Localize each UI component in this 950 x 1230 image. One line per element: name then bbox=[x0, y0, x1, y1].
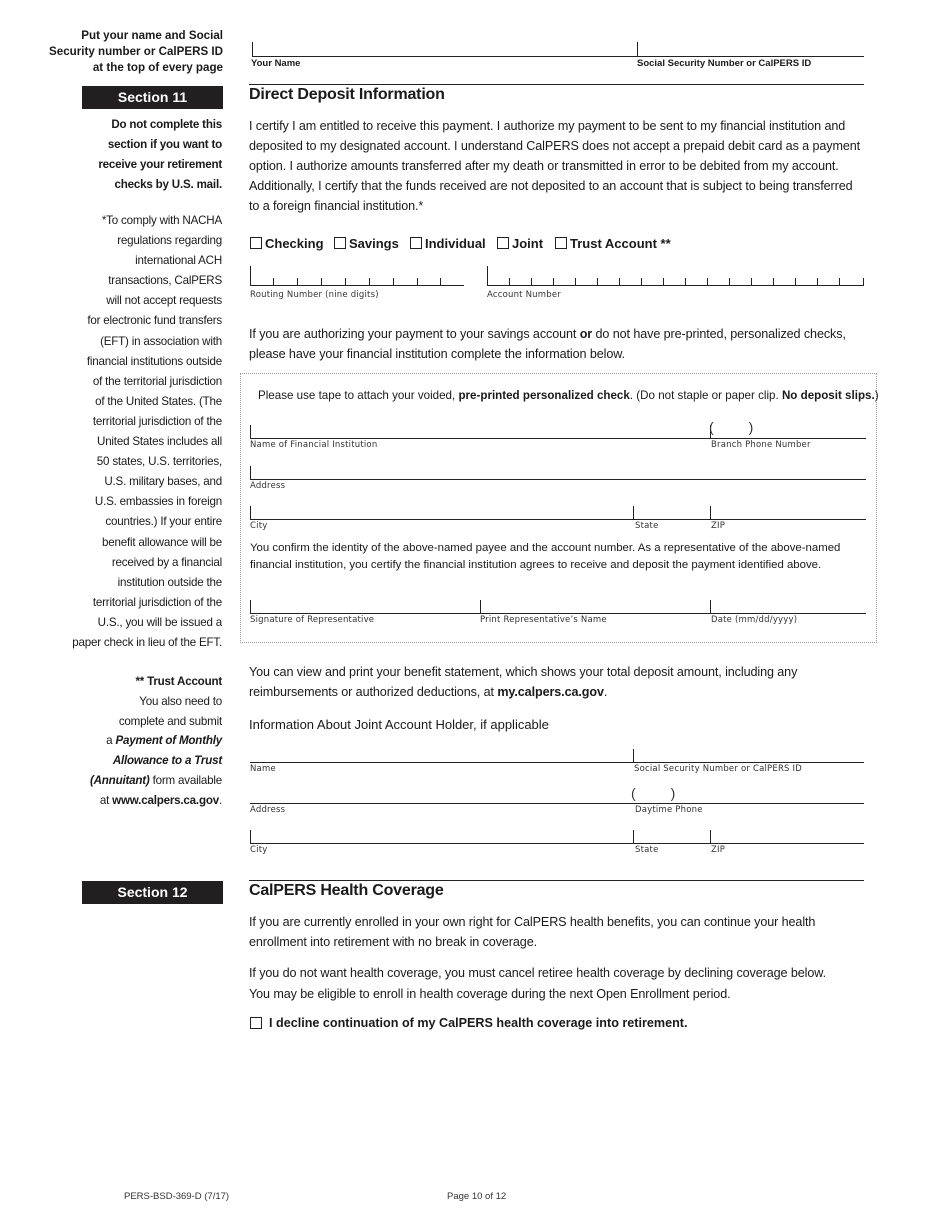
tape-instruction: Please use tape to attach your voided, pre-printed personalized check. (Do not staple or paper clip. No deposit slips.) bbox=[258, 389, 879, 402]
confirm-text: You confirm the identity of the above-named payee and the account number. As a representative of the above-named financial institution, you certify the financial institution agrees to receive and deposit the payment identified above. bbox=[250, 542, 841, 571]
form-id: PERS-BSD-369-D (7/17) bbox=[124, 1191, 230, 1202]
representative-signature-field[interactable] bbox=[250, 613, 866, 614]
individual-label: Individual bbox=[425, 236, 486, 251]
institution-name-label: Name of Financial Institution bbox=[250, 440, 378, 450]
page-number: Page 10 of 12 bbox=[447, 1191, 507, 1202]
section-12-tab: Section 12 bbox=[82, 881, 223, 904]
joint-holder-title: Information About Joint Account Holder, if applicable bbox=[249, 717, 549, 732]
joint-checkbox[interactable] bbox=[497, 237, 509, 249]
joint-label: Joint bbox=[512, 236, 544, 251]
health-enrollment-text: If you are currently enrolled in your own right for CalPERS health benefits, you can continue your health enrollment into retirement with no break in coverage. bbox=[249, 915, 816, 949]
section-11-tab: Section 11 bbox=[82, 86, 223, 109]
your-name-label: Your Name bbox=[251, 58, 301, 69]
joint-address-field[interactable] bbox=[250, 803, 864, 804]
calpers-link[interactable]: www.calpers.ca.gov bbox=[112, 793, 219, 807]
joint-name-field[interactable] bbox=[250, 762, 864, 763]
account-number-label: Account Number bbox=[487, 290, 561, 300]
decline-health-label: I decline continuation of my CalPERS health coverage into retirement. bbox=[269, 1016, 688, 1030]
institution-city-field[interactable] bbox=[250, 519, 866, 520]
savings-checkbox[interactable] bbox=[334, 237, 346, 249]
institution-name-field[interactable] bbox=[250, 438, 866, 439]
section-12-title: CalPERS Health Coverage bbox=[249, 882, 444, 899]
trust-account-note: ** Trust Account You also need to complete and submit a Payment of Monthly Allowance to a Trust (Annuitant) form available at www.calpers.ca.gov. bbox=[89, 675, 222, 807]
daytime-phone-area-code: ( ) bbox=[631, 785, 676, 801]
my-calpers-link[interactable]: my.calpers.ca.gov bbox=[497, 685, 604, 699]
joint-city-label: City bbox=[250, 845, 268, 855]
joint-zip-label: ZIP bbox=[711, 845, 726, 855]
print-name-label: Print Representative’s Name bbox=[480, 615, 607, 625]
signature-label: Signature of Representative bbox=[250, 615, 375, 625]
section-11-title: Direct Deposit Information bbox=[249, 86, 445, 103]
trust-account-checkbox[interactable] bbox=[555, 237, 567, 249]
mail-note: Do not complete this section if you want to receive your retirement checks by U.S. mail. bbox=[98, 118, 222, 192]
joint-address-label: Address bbox=[250, 805, 286, 815]
routing-number-field[interactable] bbox=[250, 266, 464, 286]
individual-checkbox[interactable] bbox=[410, 237, 422, 249]
daytime-phone-label: Daytime Phone bbox=[635, 805, 703, 815]
branch-phone-label: Branch Phone Number bbox=[711, 440, 811, 450]
trust-account-label: Trust Account ** bbox=[570, 236, 671, 251]
joint-name-label: Name bbox=[250, 764, 276, 774]
nacha-note: *To comply with NACHA regulations regarding international ACH transactions, CalPERS will not accept requests for electronic fund transfers (EFT) in association with financial institutions outside of the territorial jurisdiction of the United States. (The territorial jurisdiction of the United States includes all 50 states, U.S. territories, U.S. military bases, and U.S. embassies in foreign countries.) If your entire benefit allowance will be received by a financial institution outside the territorial jurisdiction of the U.S., you will be issued a paper check in lieu of the EFT. bbox=[72, 214, 222, 649]
joint-state-label: State bbox=[635, 845, 659, 855]
ssn-label: Social Security Number or CalPERS ID bbox=[637, 58, 812, 69]
branch-phone-area-code: ( ) bbox=[709, 419, 754, 435]
institution-city-label: City bbox=[250, 521, 268, 531]
decline-health-checkbox[interactable] bbox=[250, 1017, 262, 1029]
joint-city-field[interactable] bbox=[250, 843, 864, 844]
header-instruction: Put your name and Social Security number or CalPERS ID at the top of every page bbox=[49, 29, 223, 74]
joint-ssn-label: Social Security Number or CalPERS ID bbox=[634, 764, 803, 774]
institution-address-label: Address bbox=[250, 481, 286, 491]
savings-label: Savings bbox=[349, 236, 399, 251]
account-number-field[interactable] bbox=[487, 266, 864, 286]
date-label: Date (mm/dd/yyyy) bbox=[711, 615, 798, 625]
certification-text: I certify I am entitled to receive this payment. I authorize my payment to be sent to my financial institution and deposited to my designated account. I understand CalPERS does not accept a prepaid debit card as a payment option. I authorize amounts transferred after my death or transmitted in error to be debited from my account. Additionally, I certify that the funds received are not deposited to an account that is subject to being transferred to a foreign financial institution.* bbox=[249, 119, 861, 213]
institution-state-label: State bbox=[635, 521, 659, 531]
checking-label: Checking bbox=[265, 236, 324, 251]
health-cancel-text: If you do not want health coverage, you must cancel retiree health coverage by declining coverage below. You may be eligible to enroll in health coverage during the next Open Enrollment period. bbox=[249, 966, 826, 1001]
check-attachment-area bbox=[240, 373, 877, 643]
routing-number-label: Routing Number (nine digits) bbox=[250, 290, 379, 300]
institution-address-field[interactable] bbox=[250, 479, 866, 480]
institution-zip-label: ZIP bbox=[711, 521, 726, 531]
benefit-statement-text: You can view and print your benefit statement, which shows your total deposit amount, including any reimbursements or authorized deductions, at my.calpers.ca.gov. bbox=[249, 665, 798, 699]
name-field-line[interactable] bbox=[252, 56, 864, 57]
checking-checkbox[interactable] bbox=[250, 237, 262, 249]
savings-instruction: If you are authorizing your payment to your savings account or do not have pre-printed, personalized checks, please have your financial institution complete the information below. bbox=[249, 327, 846, 361]
